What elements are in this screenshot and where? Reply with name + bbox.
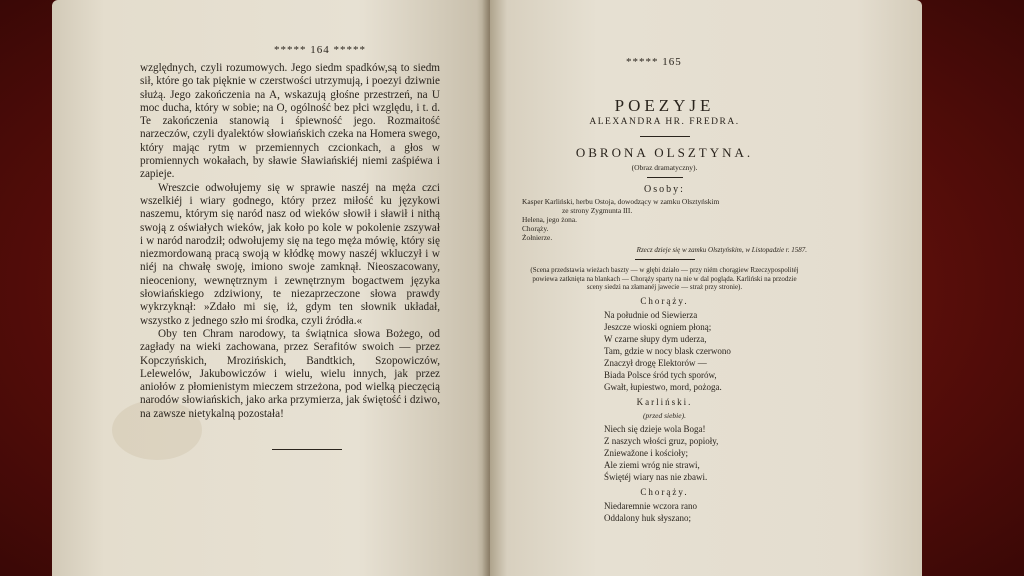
verse-line: Niech się dzieje wola Boga! xyxy=(604,423,706,434)
open-book xyxy=(52,0,922,576)
right-page xyxy=(490,0,922,576)
verse-line: Zniewažone i kościoły; xyxy=(604,447,688,458)
verse-line: Ale ziemi wróg nie strawi, xyxy=(604,459,700,470)
title-rule xyxy=(640,136,690,137)
verse-line: Tam, gdzie w nocy blask czerwono xyxy=(604,345,731,356)
section-title: POEZYJE xyxy=(614,96,715,115)
verse-line: Na południe od Siewierza xyxy=(604,309,698,320)
verse-line: Z naszych włości gruz, popioły, xyxy=(604,435,719,446)
page-number-left: ***** 164 ***** xyxy=(274,44,366,56)
verse-line: Niedaremnie wczora rano xyxy=(604,500,697,511)
left-page-text xyxy=(140,62,440,421)
verse-line: W czarne słupy dym uderza, xyxy=(604,333,707,344)
right-page-text xyxy=(522,96,807,524)
speaker-name: Chorąży. xyxy=(640,295,689,306)
paragraph-2: Wreszcie odwołujemy się w sprawie naszéj na męża czci wszelkiéj i wiary godnego, który przez miłość ku językowi naszemu, którym się naród nasz od wieków słowił i sławił i nithą swoją z oświałych wieków, jak koło po kole w pokolenie zszywał i w naród narodził; odwołujemy się na tego męża mówię, który się niezmordowaną pracą swoją w kłódkę mowy naszéj wkluczył i w niéj na chwałę swoję, imiono swoje zamknął. Nieoszacowany, nieoceniony, wewnętrznym i zewnętrznym bogactwem języka słowiańskiego zdziwiony, te niezaprzeczone słowa prawdy wykrzyknął: »Zdało mi się, iż, gdym ten słownik układał, wszystko z jednego szło mi środka, czyli źródła.« xyxy=(140,181,440,327)
speaker-name: Karliński. xyxy=(636,396,693,407)
speaker-direction: (przed siebie). xyxy=(643,410,686,420)
verse-block xyxy=(604,500,807,524)
paragraph-3: Oby ten Chram narodowy, ta świątnica słowa Bożego, od zagłady na wieki zachowana, przez Serafitów swoich — przez Kopczyńskich, Mrozińskich, Bandtkich, Szopowiczów, Lelewelów, Jakubowiczów i wielu, wielu innych, jak przez aniołów z płomienistym mieczem strzeżona, pod wielką pieczęcią narodów słowiańskich, jako arka przymierza, jak świętość i dziwo, na zawsze nietykalną pozostała! xyxy=(140,327,440,420)
cast-item: Helena, jego żona. xyxy=(522,215,577,224)
author-line: ALEXANDRA HR. FREDRA. xyxy=(589,117,740,127)
verse-block xyxy=(604,309,807,393)
play-subtitle: (Obraz dramatyczny). xyxy=(631,163,698,172)
cast-item: Kasper Karliński, herbu Ostoja, dowodzący w zamku Olsztyńskim xyxy=(522,197,720,206)
verse-line: Oddalony huk słyszano; xyxy=(604,512,691,523)
speaker-name: Chorąży. xyxy=(640,486,689,497)
cast-item: ze strony Zygmunta III. xyxy=(562,206,633,215)
page-number-right: ***** 165 xyxy=(626,56,682,68)
cast-item: Chorąży. xyxy=(522,224,549,233)
verse-line: Jeszcze wioski ogniem płoną; xyxy=(604,321,712,332)
verse-line: Znaczył drogę Elektorów — xyxy=(604,357,707,368)
cast-item: Żołnierze. xyxy=(522,233,553,242)
scene-rule xyxy=(635,259,695,260)
end-rule xyxy=(272,449,342,450)
paragraph-1: względnych, czyli rozumowych. Jego siedm spadków,są to siedm sił, które go tak pięknie w czerstwości utrzymują, i poezyi dziwnie służą. Jego zakończenia na A, wskazują głośne przestrzeń, na U moc ducha, który w sobie; na O, ogólność bez płci względu, i t. d. Te zakończenia stanowią i śpiewność jego. Rozmaitość narzeczów, czyli dyalektów słowiańskich czeka na Homera swego, który mając rytm w przemiennych czcionkach, a głos w promiennych wokałach, by sławie Sławiańskiéj niemi zaśpiéwa i zapieje. xyxy=(140,62,440,181)
play-title: OBRONA OLSZTYNA. xyxy=(575,145,754,160)
cast-list xyxy=(522,197,807,242)
scene-setting: Rzecz dzieje się w zamku Olsztyńskim, w Listopadzie r. 1587. xyxy=(636,246,807,254)
left-page xyxy=(52,0,490,576)
verse-line: Świętéj wiary nas nie zbawi. xyxy=(604,471,708,482)
verse-block xyxy=(604,423,807,483)
cast-heading: Osoby: xyxy=(644,184,685,195)
subtitle-rule xyxy=(647,177,683,178)
verse-line: Biada Polsce śród tych sporów, xyxy=(604,369,717,380)
verse-line: Gwałt, łupiestwo, mord, pożoga. xyxy=(604,381,722,392)
stage-direction: (Scena przedstawia wieżach baszty — w głębi działo — przy niém chorągiew Rzeczypospolitéj powiewa zatknięta na blankach — Chorąży sparty na nie w dal pogląda. Karliński na przodzie sceny siedzi na złamanéj jawecie — straż przy stronie). xyxy=(530,266,799,291)
